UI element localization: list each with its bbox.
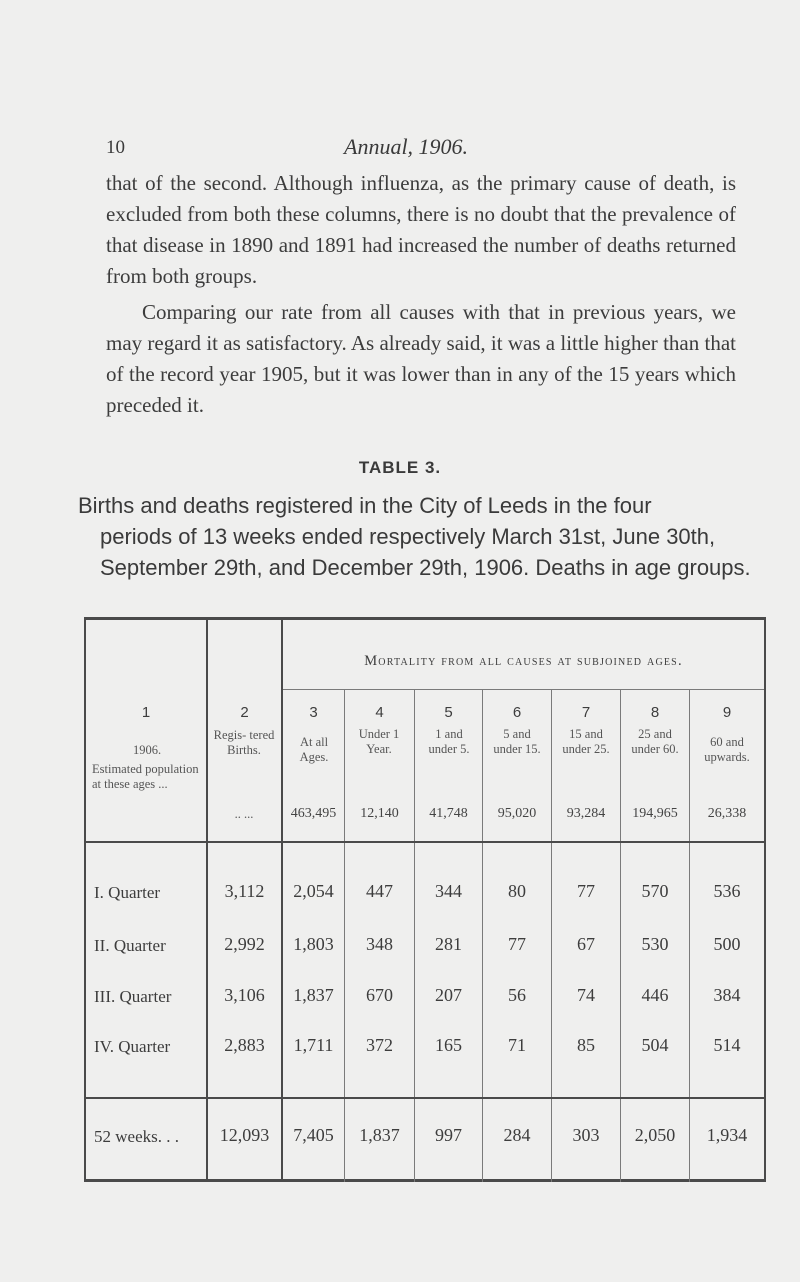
table-caption-rest: periods of 13 weeks ended respectively March 31st, June 30th, September 29th, and December 29th, 1906. Deaths in age groups. — [100, 524, 751, 580]
table-label: TABLE 3. — [358, 458, 442, 477]
total-label: 52 weeks. . . — [94, 1127, 179, 1146]
deaths-value: 165 — [435, 1035, 462, 1055]
page-number: 10 — [106, 137, 125, 158]
deaths-value: 1,837 — [293, 985, 334, 1005]
births-header: Regis- tered Births. — [213, 728, 275, 757]
total-deaths: 997 — [435, 1125, 462, 1145]
age-header-5-15: 5 and under 15. — [493, 727, 541, 756]
deaths-value: 514 — [713, 1035, 741, 1055]
row-label: I. Quarter — [94, 883, 161, 902]
deaths-value: 56 — [508, 985, 526, 1005]
deaths-value: 344 — [435, 881, 462, 901]
deaths-value: 372 — [366, 1035, 393, 1055]
estimated-population-value: 194,965 — [632, 806, 678, 821]
age-header-25-60: 25 and under 60. — [631, 727, 679, 756]
row-label: IV. Quarter — [94, 1037, 171, 1056]
column-number: 4 — [375, 704, 384, 721]
estimated-population-value: 12,140 — [360, 806, 399, 821]
mortality-table — [84, 617, 766, 1183]
total-top-rule — [84, 1097, 766, 1099]
table-caption — [78, 490, 766, 583]
deaths-value: 85 — [577, 1035, 595, 1055]
row-label: II. Quarter — [94, 936, 166, 955]
header-bottom-rule — [84, 841, 766, 843]
column-number: 3 — [309, 704, 318, 721]
deaths-value: 447 — [366, 881, 393, 901]
births-value: 2,992 — [224, 934, 265, 954]
column-number: 8 — [650, 704, 660, 721]
table-top-rule — [84, 617, 766, 620]
table-caption-first-line: Births and deaths registered in the City of Leeds in the four — [78, 493, 652, 518]
age-header-60-up: 60 and upwards. — [704, 735, 750, 764]
column-number: 2 — [240, 704, 249, 721]
spanning-header-rule — [283, 689, 764, 690]
total-deaths: 2,050 — [634, 1125, 676, 1145]
year-header: 1906. — [132, 743, 162, 757]
column-number: 6 — [512, 704, 522, 721]
column-number: 1 — [141, 704, 151, 721]
deaths-value: 67 — [577, 934, 595, 954]
total-deaths: 1,837 — [359, 1125, 400, 1145]
deaths-value: 1,803 — [293, 934, 334, 954]
estimated-population-value: 41,748 — [429, 806, 468, 821]
deaths-value: 530 — [641, 934, 669, 954]
paragraph: that of the second. Although influenza, as the primary cause of death, is excluded from both these columns, there is no doubt that the prevalence of that disease in 1890 and 1891 had increased the number of deaths returned from both groups. — [106, 171, 736, 288]
estimated-population-value: 26,338 — [707, 806, 747, 821]
running-title: Annual, 1906. — [344, 134, 469, 159]
total-deaths: 1,934 — [706, 1125, 748, 1145]
deaths-value: 71 — [508, 1035, 526, 1055]
column-number: 5 — [444, 704, 453, 721]
estimated-population-label: Estimated population at these ages ... — [92, 762, 199, 791]
estimated-population-value: 93,284 — [566, 806, 606, 821]
spanning-header: Mortality from all causes at subjoined ages. — [364, 653, 683, 669]
column-number: 9 — [722, 704, 732, 721]
total-deaths: 7,405 — [293, 1125, 334, 1145]
deaths-value: 670 — [366, 985, 393, 1005]
deaths-value: 77 — [508, 934, 526, 954]
deaths-value: 207 — [435, 985, 462, 1005]
column-number: 7 — [581, 704, 591, 721]
births-value: 2,883 — [224, 1035, 265, 1055]
age-header-15-25: 15 and under 25. — [562, 727, 610, 756]
deaths-value: 281 — [435, 934, 462, 954]
estimated-population-value: 95,020 — [497, 806, 537, 821]
total-deaths: 303 — [572, 1125, 600, 1145]
age-header-under-1: Under 1 Year. — [358, 727, 400, 756]
deaths-value: 384 — [713, 985, 741, 1005]
total-deaths: 284 — [503, 1125, 531, 1145]
deaths-value: 504 — [641, 1035, 669, 1055]
deaths-value: 2,054 — [293, 881, 334, 901]
deaths-value: 570 — [641, 881, 669, 901]
births-dots: .. ... — [234, 807, 254, 821]
deaths-value: 446 — [641, 985, 669, 1005]
deaths-value: 1,711 — [293, 1035, 334, 1055]
deaths-value: 77 — [577, 881, 595, 901]
births-value: 3,112 — [224, 881, 265, 901]
row-label: III. Quarter — [94, 987, 172, 1006]
age-header-all-ages: At all Ages. — [299, 735, 329, 764]
table-bottom-rule — [84, 1179, 766, 1182]
estimated-population-value: 463,495 — [290, 806, 337, 821]
births-value: 3,106 — [224, 985, 265, 1005]
deaths-value: 348 — [366, 934, 393, 954]
total-births: 12,093 — [219, 1125, 270, 1145]
deaths-value: 500 — [713, 934, 741, 954]
deaths-value: 74 — [577, 985, 595, 1005]
deaths-value: 536 — [713, 881, 741, 901]
deaths-value: 80 — [508, 881, 526, 901]
age-header-1-5: 1 and under 5. — [428, 727, 470, 756]
paragraph: Comparing our rate from all causes with that in previous years, we may regard it as satisfactory. As already said, it was a little higher than that of the record year 1905, but it was lower than in any of the 15 years which preceded it. — [106, 300, 736, 417]
